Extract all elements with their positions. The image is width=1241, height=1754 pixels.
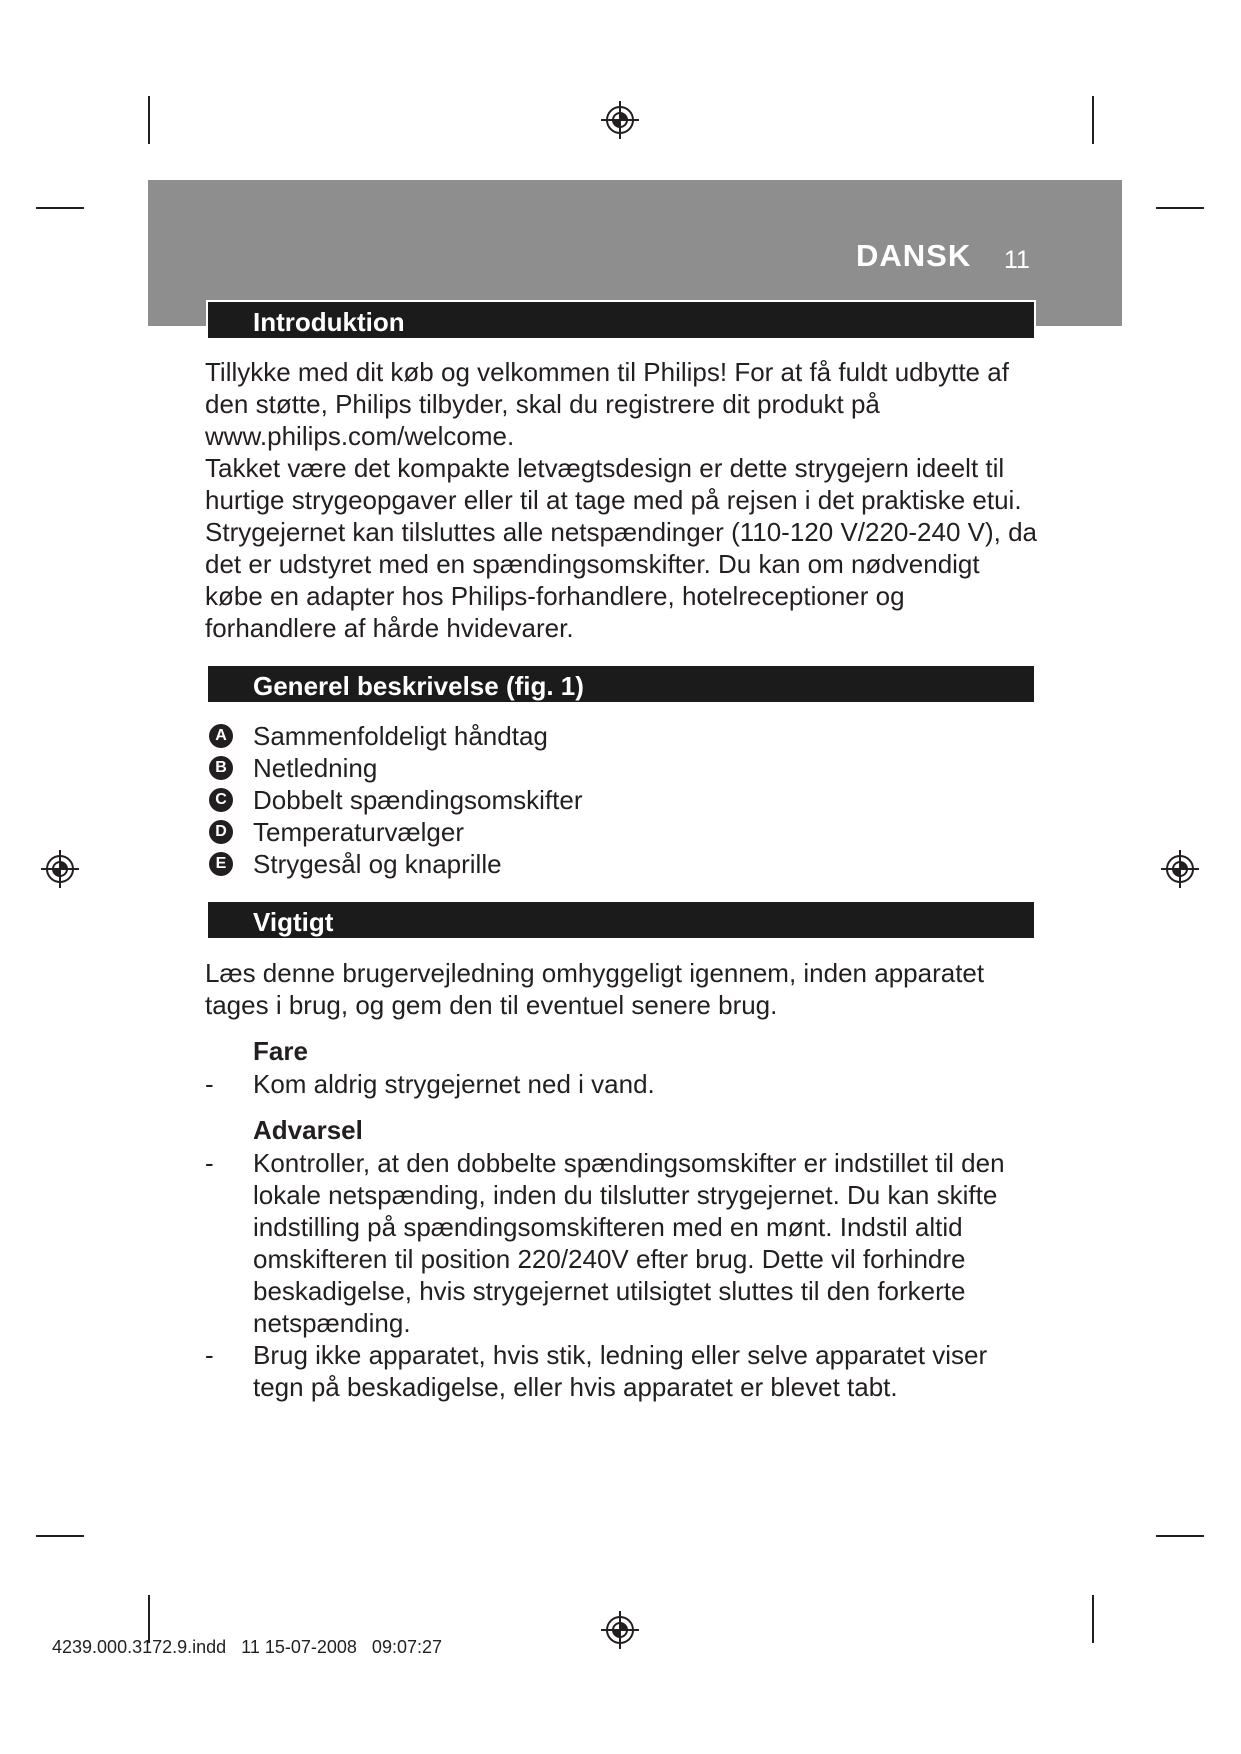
registration-crosshair-icon xyxy=(1160,849,1200,889)
list-item xyxy=(205,1339,1035,1403)
section-bar-important xyxy=(206,900,1036,940)
registration-crosshair-icon xyxy=(40,849,80,889)
registration-crosshair-icon xyxy=(600,100,640,140)
bullet-text: Kom aldrig strygejernet ned i vand. xyxy=(253,1069,655,1099)
header-language: DANSK xyxy=(856,238,972,273)
list-item xyxy=(209,816,583,848)
intro-text xyxy=(205,356,1040,644)
section-bar-introduction xyxy=(206,300,1036,340)
bullet-dash: - xyxy=(205,1069,214,1099)
crop-mark-right-top xyxy=(1156,207,1204,209)
letter-badge: A xyxy=(209,724,233,748)
bullet-text: Brug ikke apparatet, hvis stik, ledning eller selve apparatet viser tegn på beskadigelse, eller hvis apparatet er blevet tabt. xyxy=(253,1340,988,1402)
list-item xyxy=(209,784,583,816)
crop-mark-bottom-right xyxy=(1092,1595,1094,1643)
warning-heading: Advarsel xyxy=(253,1115,363,1145)
section-bar-general-description xyxy=(206,664,1036,704)
list-item-label: Strygesål og knaprille xyxy=(253,849,502,879)
letter-badge: C xyxy=(209,788,233,812)
page-number: 11 xyxy=(1004,246,1030,274)
crop-mark-top-left xyxy=(148,96,150,144)
list-item xyxy=(209,848,583,880)
list-item-label: Temperaturvælger xyxy=(253,817,464,847)
crop-mark-top-right xyxy=(1092,96,1094,144)
important-intro xyxy=(205,957,1040,1021)
list-item-label: Dobbelt spændingsomskifter xyxy=(253,785,583,815)
letter-badge: B xyxy=(209,756,233,780)
letter-badge: E xyxy=(209,852,233,876)
crop-mark-bottom-left xyxy=(148,1595,150,1643)
list-item xyxy=(209,752,583,784)
list-item-label: Netledning xyxy=(253,753,378,783)
warning-list xyxy=(205,1147,1035,1403)
list-item xyxy=(209,720,583,752)
crop-mark-left-bottom xyxy=(36,1535,84,1537)
section-title: Generel beskrivelse (fig. 1) xyxy=(253,671,584,701)
danger-heading: Fare xyxy=(253,1036,308,1066)
bullet-dash: - xyxy=(205,1148,214,1178)
file-info-slug: 4239.000.3172.9.indd 11 15-07-2008 09:07:27 xyxy=(52,1637,442,1657)
parts-list xyxy=(209,720,583,880)
important-intro-text: Læs denne brugervejledning omhyggeligt igennem, inden apparatet tages i brug, og gem den til eventuel senere brug. xyxy=(205,958,985,1020)
letter-badge: D xyxy=(209,820,233,844)
section-title: Vigtigt xyxy=(253,907,334,937)
bullet-text: Kontroller, at den dobbelte spændingsomskifter er indstillet til den lokale netspænding, inden du tilslutter strygejernet. Du kan skifte indstilling på spændingsomskifteren med en mønt. Indstil altid omskifteren til position 220/240V efter brug. Dette vil forhindre beskadigelse, hvis strygejernet utilsigtet sluttes til den forkerte netspænding. xyxy=(253,1148,1005,1338)
list-item-label: Sammenfoldeligt håndtag xyxy=(253,721,548,751)
danger-list xyxy=(205,1068,1035,1100)
bullet-dash: - xyxy=(205,1340,214,1370)
list-item xyxy=(205,1068,1035,1100)
crop-mark-left-top xyxy=(36,207,84,209)
section-title: Introduktion xyxy=(253,307,405,337)
intro-paragraph: Takket være det kompakte letvægtsdesign er dette strygejern ideelt til hurtige strygeopgaver eller til at tage med på rejsen i det praktiske etui. Strygejernet kan tilsluttes alle netspændinger (110-120 V/220-240 V), da det er udstyret med en spændingsomskifter. Du kan om nødvendigt købe en adapter hos Philips-forhandlere, hotelreceptioner og forhandlere af hårde hvidevarer. xyxy=(205,453,1038,643)
intro-paragraph: Tillykke med dit køb og velkommen til Philips! For at få fuldt udbytte af den støtte, Philips tilbyder, skal du registrere dit produkt på www.philips.com/welcome. xyxy=(205,357,1009,451)
crop-mark-right-bottom xyxy=(1156,1535,1204,1537)
registration-crosshair-icon xyxy=(600,1610,640,1650)
list-item xyxy=(205,1147,1035,1339)
